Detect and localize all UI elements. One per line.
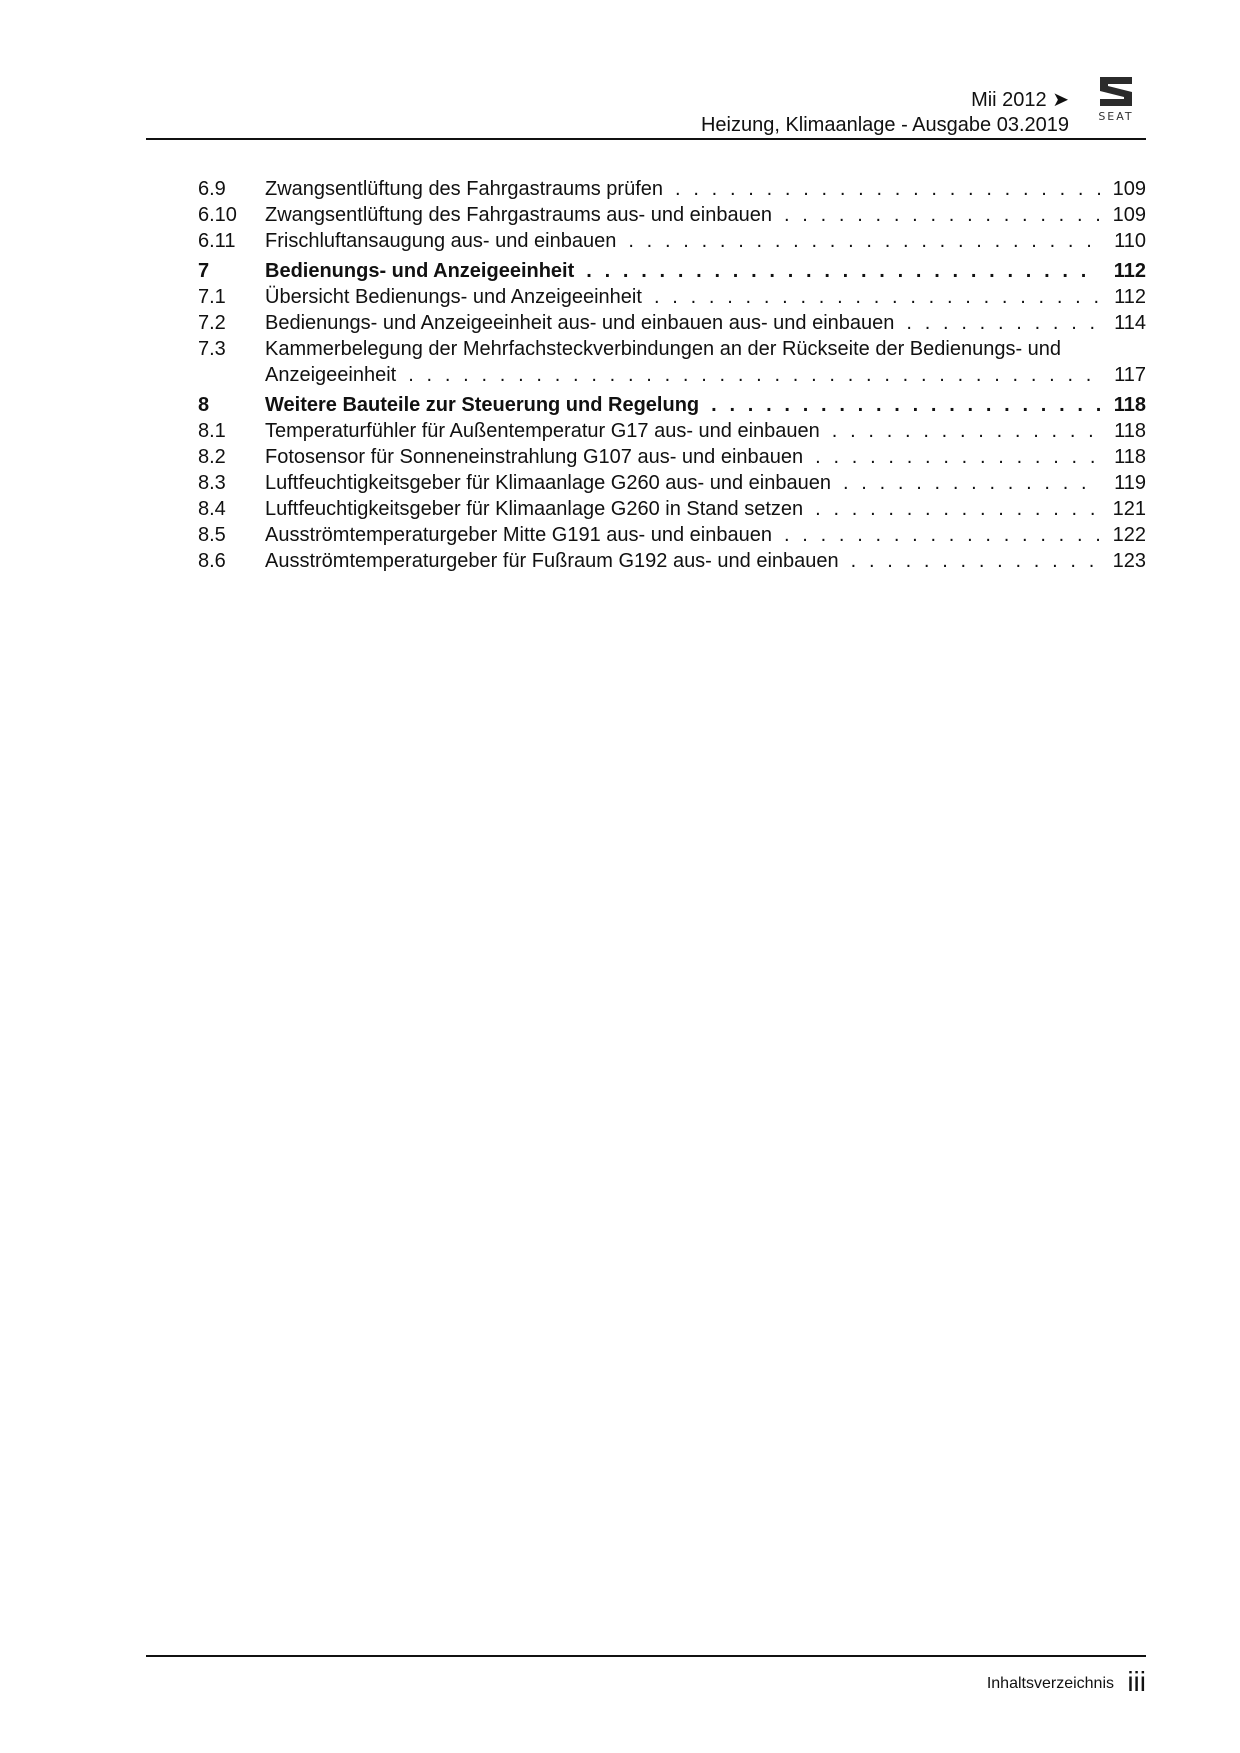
logo-wordmark: SEAT (1098, 110, 1134, 123)
toc-entry[interactable] (198, 470, 1146, 496)
toc-entry-title: Weitere Bauteile zur Steuerung und Regelung (265, 394, 700, 416)
toc-entry-page: 118 (1114, 420, 1146, 442)
toc-entry-page: 117 (1114, 364, 1146, 386)
toc-entry-title: Ausströmtemperaturgeber für Fußraum G192 aus- und einbauen (265, 550, 839, 572)
toc-entry-page: 118 (1113, 394, 1146, 416)
toc-entry-number: 8.1 (198, 420, 226, 442)
header-title: Heizung, Klimaanlage - Ausgabe 03.2019 (700, 114, 1069, 136)
dot-leader (832, 418, 1100, 444)
dot-leader (675, 176, 1100, 202)
toc-entry-page: 118 (1114, 446, 1146, 468)
dot-leader (815, 496, 1100, 522)
dot-leader (628, 228, 1100, 254)
toc-entry[interactable] (198, 496, 1146, 522)
toc-entry-number: 8.4 (198, 498, 226, 520)
toc-entry-page: 112 (1114, 286, 1146, 308)
toc-entry-title: Luftfeuchtigkeitsgeber für Klimaanlage G260 in Stand setzen (265, 498, 804, 520)
toc-entry[interactable] (198, 336, 1146, 388)
toc-entry-number: 8 (198, 394, 210, 416)
dot-leader (711, 392, 1100, 418)
toc-entry[interactable] (198, 228, 1146, 254)
toc-entry-number: 6.11 (198, 230, 236, 252)
toc-entry-number: 6.10 (198, 204, 237, 226)
dot-leader (843, 470, 1100, 496)
toc-entry-title: Kammerbelegung der Mehrfachsteckverbindungen an der Rückseite der Bedienungs- und (265, 338, 1062, 360)
toc-entry-title: Luftfeuchtigkeitsgeber für Klimaanlage G260 aus- und einbauen (265, 472, 831, 494)
toc-entry[interactable] (198, 202, 1146, 228)
toc-entry-number: 8.5 (198, 524, 226, 546)
toc-entry-number: 8.6 (198, 550, 226, 572)
header-model: Mii 2012 ➤ (971, 89, 1069, 111)
toc-entry-title: Übersicht Bedienungs- und Anzeigeeinheit (265, 286, 642, 308)
toc-entry-number: 7.2 (198, 312, 226, 334)
toc-entry-page: 109 (1112, 204, 1146, 226)
toc-entry[interactable] (198, 444, 1146, 470)
toc-entry-number: 6.9 (198, 178, 226, 200)
toc-entry[interactable] (198, 310, 1146, 336)
toc-entry[interactable] (198, 548, 1146, 574)
dot-leader (784, 522, 1100, 548)
footer-rule (146, 1655, 1146, 1657)
header-rule (146, 138, 1146, 140)
toc-entry-title: Zwangsentlüftung des Fahrgastraums prüfen (265, 178, 663, 200)
table-of-contents (198, 176, 1146, 574)
dot-leader (851, 548, 1100, 574)
toc-entry-number: 8.3 (198, 472, 226, 494)
toc-entry-number: 7.3 (198, 338, 226, 360)
toc-entry-page: 122 (1112, 524, 1146, 546)
toc-chapter[interactable] (198, 392, 1146, 418)
dot-leader (586, 258, 1100, 284)
toc-entry-number: 7 (198, 260, 210, 282)
seat-logo (1080, 74, 1152, 124)
dot-leader (906, 310, 1100, 336)
dot-leader (784, 202, 1100, 228)
toc-entry[interactable] (198, 418, 1146, 444)
toc-entry-page: 112 (1113, 260, 1146, 282)
dot-leader (408, 362, 1100, 388)
toc-entry-page: 110 (1114, 230, 1146, 252)
toc-entry-title-continued: Anzeigeeinheit (265, 364, 397, 386)
toc-entry-title: Zwangsentlüftung des Fahrgastraums aus- und einbauen (265, 204, 772, 226)
toc-entry[interactable] (198, 522, 1146, 548)
toc-entry-page: 114 (1114, 312, 1146, 334)
toc-entry-number: 7.1 (198, 286, 226, 308)
toc-entry[interactable] (198, 176, 1146, 202)
toc-entry-page: 109 (1112, 178, 1146, 200)
toc-entry-page: 119 (1114, 472, 1146, 494)
toc-chapter[interactable] (198, 258, 1146, 284)
toc-entry-page: 121 (1112, 498, 1146, 520)
dot-leader (815, 444, 1100, 470)
footer-section-label: Inhaltsverzeichnis (986, 1675, 1114, 1692)
dot-leader (654, 284, 1100, 310)
toc-entry-title: Fotosensor für Sonneneinstrahlung G107 aus- und einbauen (265, 446, 804, 468)
toc-entry[interactable] (198, 284, 1146, 310)
footer-page-number: iii (1127, 1666, 1146, 1697)
toc-entry-title: Ausströmtemperaturgeber Mitte G191 aus- und einbauen (265, 524, 772, 546)
page-header (701, 88, 1069, 138)
toc-entry-number: 8.2 (198, 446, 226, 468)
toc-entry-title: Bedienungs- und Anzeigeeinheit aus- und einbauen aus- und einbauen (265, 312, 895, 334)
toc-entry-page: 123 (1112, 550, 1146, 572)
toc-entry-title: Temperaturfühler für Außentemperatur G17 aus- und einbauen (265, 420, 820, 442)
toc-entry-title: Frischluftansaugung aus- und einbauen (265, 230, 617, 252)
toc-entry-title: Bedienungs- und Anzeigeeinheit (265, 260, 575, 282)
